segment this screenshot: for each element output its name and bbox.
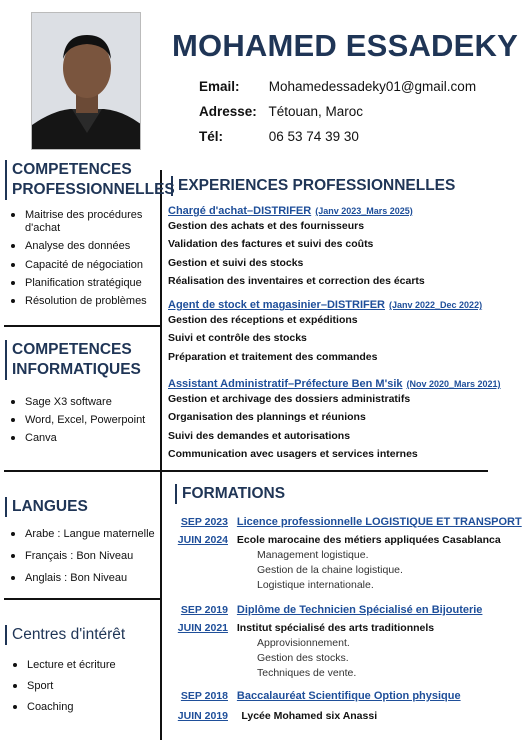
- job-date: (Janv 2023_Mars 2025): [315, 206, 413, 216]
- job-title-text: Assistant Administratif–Préfecture Ben M'sik: [168, 378, 403, 390]
- contact-email: [199, 79, 476, 94]
- langues-list: [7, 528, 159, 591]
- job-date: (Nov 2020_Mars 2021): [406, 379, 501, 389]
- list-item: Français : Bon Niveau: [7, 550, 159, 563]
- left-divider-2: [4, 598, 160, 600]
- competences-info-title-2: INFORMATIQUES: [12, 361, 141, 379]
- list-item: Sport: [9, 680, 159, 693]
- formation-school: Ecole marocaine des métiers appliquées Casablanca: [236, 534, 501, 546]
- formation-title: Licence professionnelle LOGISTIQUE ET TRANSPORT: [236, 516, 522, 528]
- list-item: Capacité de négociation: [7, 259, 159, 272]
- job-title: [168, 299, 482, 311]
- job-task: Suivi des demandes et autorisations: [168, 429, 351, 442]
- job-task: Communication avec usagers et services internes: [168, 448, 418, 461]
- competences-info-heading: [5, 340, 141, 380]
- job-task: Gestion et suivi des stocks: [168, 256, 304, 269]
- job-title: [168, 378, 501, 390]
- job-task: Validation des factures et suivi des coûts: [168, 238, 374, 251]
- candidate-name: MOHAMED ESSADEKY: [172, 28, 518, 63]
- job-2: [168, 299, 482, 366]
- job-task: Gestion et archivage des dossiers administratifs: [168, 393, 411, 405]
- profile-photo: [31, 12, 141, 150]
- list-item: Résolution de problèmes: [7, 295, 159, 308]
- list-item: Anglais : Bon Niveau: [7, 572, 159, 585]
- job-task: Suivi et contrôle des stocks: [168, 332, 307, 345]
- section-divider: [4, 470, 488, 472]
- email-label: Email:: [199, 79, 240, 94]
- competences-pro-heading: [5, 160, 175, 200]
- job-title: [168, 205, 425, 217]
- formation-item: Approvisionnement.: [257, 637, 350, 649]
- contact-phone: [199, 129, 359, 144]
- job-title-text: Agent de stock et magasinier–DISTRIFER: [168, 299, 385, 311]
- competences-info-list: [7, 396, 159, 451]
- address-label: Adresse:: [199, 104, 257, 119]
- formation-item: Gestion des stocks.: [257, 652, 349, 665]
- competences-info-title-1: COMPETENCES: [12, 341, 132, 358]
- formation-start-date: SEP 2018: [180, 690, 228, 702]
- langues-heading: LANGUES: [5, 497, 88, 517]
- formation-item: Management logistique.: [257, 549, 369, 561]
- job-3: [168, 378, 501, 464]
- formation-school: Institut spécialisé des arts traditionnels: [236, 622, 435, 634]
- list-item: Maitrise des procédures d'achat: [7, 209, 159, 235]
- job-task: Préparation et traitement des commandes: [168, 350, 378, 363]
- address-value: Tétouan, Maroc: [268, 104, 364, 119]
- formation-start-date: SEP 2019: [180, 604, 228, 616]
- competences-pro-title-1: COMPETENCES: [12, 161, 132, 178]
- formation-1: [172, 512, 522, 594]
- left-divider-1: [4, 325, 160, 327]
- job-1: [168, 205, 425, 291]
- job-task: Gestion des achats et des fournisseurs: [168, 220, 365, 232]
- experiences-heading: EXPERIENCES PROFESSIONNELLES: [171, 176, 455, 196]
- list-item: Word, Excel, Powerpoint: [7, 414, 159, 427]
- email-value: Mohamedessadeky01@gmail.com: [268, 79, 477, 94]
- formation-title: Diplôme de Technicien Spécialisé en Bijouterie: [236, 604, 483, 616]
- formation-item: Techniques de vente.: [257, 667, 357, 680]
- formation-3: [172, 686, 461, 724]
- formation-school: Lycée Mohamed six Anassi: [241, 710, 378, 722]
- list-item: Lecture et écriture: [9, 659, 159, 672]
- competences-pro-title-2: PROFESSIONNELLES: [12, 181, 175, 199]
- list-item: Arabe : Langue maternelle: [7, 528, 159, 541]
- formations-heading: FORMATIONS: [175, 484, 285, 504]
- phone-label: Tél:: [199, 129, 224, 144]
- list-item: Sage X3 software: [7, 396, 159, 409]
- formation-start-date: SEP 2023: [180, 516, 228, 528]
- contact-address: [199, 104, 363, 119]
- formation-item: Logistique internationale.: [257, 579, 374, 592]
- formation-end-date: JUIN 2021: [177, 622, 228, 634]
- interets-heading: Centres d'intérêt: [5, 625, 125, 645]
- competences-pro-list: [7, 209, 159, 313]
- job-title-text: Chargé d'achat–DISTRIFER: [168, 205, 312, 217]
- interets-list: [9, 659, 159, 720]
- job-task: Gestion des réceptions et expéditions: [168, 314, 358, 326]
- list-item: Canva: [7, 432, 159, 445]
- phone-value: 06 53 74 39 30: [268, 129, 359, 144]
- job-task: Organisation des plannings et réunions: [168, 411, 366, 424]
- list-item: Coaching: [9, 701, 159, 714]
- formation-2: [172, 600, 482, 682]
- list-item: Analyse des données: [7, 240, 159, 253]
- column-divider: [160, 170, 162, 740]
- formation-end-date: JUIN 2024: [177, 534, 228, 546]
- list-item: Planification stratégique: [7, 277, 159, 290]
- person-portrait-icon: [32, 13, 141, 150]
- formation-item: Gestion de la chaine logistique.: [257, 564, 403, 577]
- job-task: Réalisation des inventaires et correction des écarts: [168, 275, 425, 288]
- formation-title: Baccalauréat Scientifique Option physique: [236, 690, 461, 702]
- job-date: (Janv 2022_Dec 2022): [389, 300, 483, 310]
- formation-end-date: JUIN 2019: [177, 710, 228, 722]
